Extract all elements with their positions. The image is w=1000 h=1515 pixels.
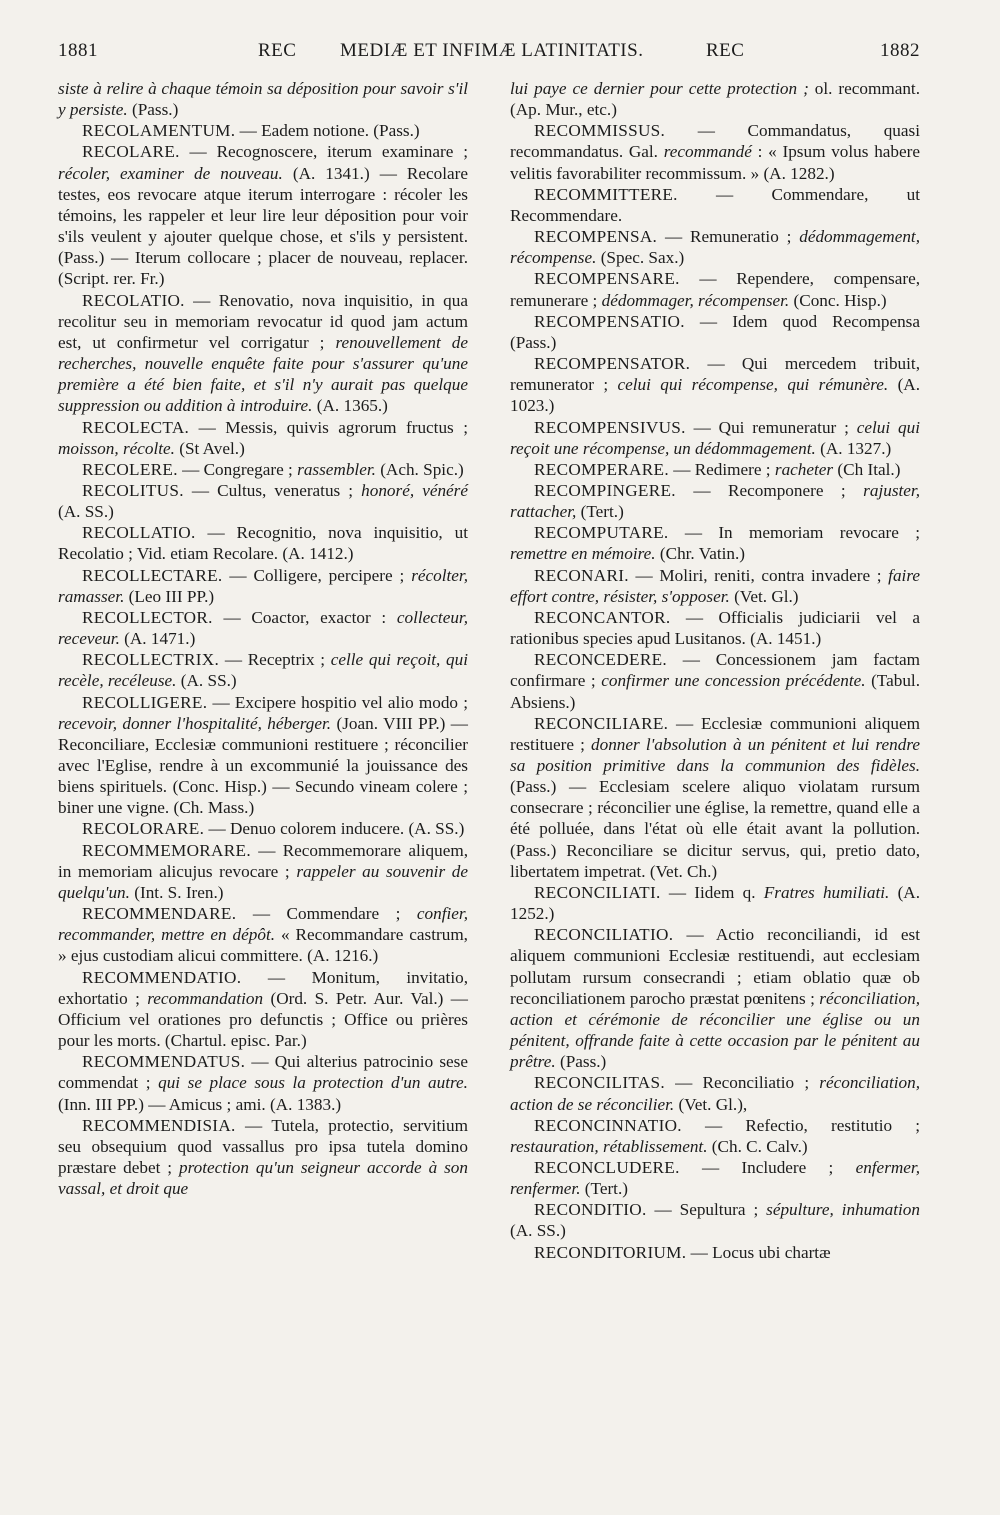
dictionary-entry <box>510 1199 920 1241</box>
entry-headword: RECOMMEMORARE. <box>82 840 251 860</box>
dictionary-entry <box>58 290 468 417</box>
entry-french-translation: lui paye ce dernier pour cette protection ; <box>510 79 809 98</box>
entry-source-reference: (Ord. S. Petr. Aur. Val.) — Officium vel orationes pro defunctis ; Office ou prières pour les morts. (Chartul. episc. Par.) <box>58 988 468 1051</box>
entry-headword: RECOMPINGERE. <box>534 480 676 500</box>
entry-source-reference: (Ach. Spic.) <box>375 459 464 479</box>
entry-headword: RECONCEDERE. <box>534 650 667 670</box>
entry-headword: RECOLLECTRIX. <box>82 650 220 670</box>
entry-latin-definition: — Concessionem jam factam confirmare ; <box>510 650 920 691</box>
dictionary-entry <box>58 120 468 141</box>
dictionary-entry <box>58 818 468 839</box>
entry-french-translation: collecteur, receveur. <box>58 607 468 649</box>
entry-french-translation: celle qui reçoit, qui recèle, recéleuse. <box>58 650 468 691</box>
dictionary-entry <box>510 353 920 416</box>
dictionary-entry <box>510 184 920 226</box>
entry-headword: RECOMPENSATIO. <box>534 311 685 331</box>
dictionary-entry <box>510 1072 920 1114</box>
entry-source-reference: (Vet. Gl.), <box>674 1094 748 1114</box>
entry-french-translation: rajuster, rattacher, <box>510 480 920 522</box>
entry-latin-definition: — Actio reconciliandi, id est aliquem communioni Ecclesiæ restituendi, aut ecclesiam pollutam rursum consecrandi ; etiam oblatio quæ ob reconciliationem parocho præstat pœnitens ; <box>510 925 920 1008</box>
entry-french-translation: dédommager, récompenser. <box>601 290 790 310</box>
dictionary-entry <box>58 903 468 966</box>
entry-source-reference: (Int. S. Iren.) <box>129 882 224 902</box>
entry-latin-definition: — Reconciliatio ; <box>664 1073 820 1093</box>
dictionary-entry <box>58 692 468 819</box>
dictionary-entry <box>58 607 468 649</box>
dictionary-entry <box>510 480 920 522</box>
entry-latin-definition: — Tutela, protectio, servitium seu obsequium quod vassallus pro ipsa tutela domino præstare debet ; <box>58 1115 468 1177</box>
entry-latin-definition: — Messis, quivis agrorum fructus ; <box>189 417 468 437</box>
entry-source-reference: (Ch. C. Calv.) <box>707 1136 808 1156</box>
dictionary-entry <box>510 522 920 564</box>
entry-latin-definition: — Monitum, invitatio, exhortatio ; <box>58 967 468 1008</box>
page-number-right: 1882 <box>880 40 920 61</box>
entry-french-translation: donner l'absolution à un pénitent et lui rendre sa position primitive dans la communion des fidèles. <box>510 734 920 775</box>
dictionary-entry <box>510 120 920 183</box>
entry-french-translation: récolter, ramasser. <box>58 565 468 606</box>
entry-source-reference: (A. SS.) <box>510 1221 566 1241</box>
entry-latin-definition: — In memoriam revocare ; <box>668 523 920 543</box>
entry-source-reference: (Tert.) <box>576 502 624 522</box>
entry-headword: RECOMMENDATIO. <box>82 967 242 987</box>
entry-latin-definition: — Ecclesiæ communioni aliquem restituere ; <box>510 713 920 754</box>
entry-headword: RECOLORARE. <box>82 819 205 839</box>
dictionary-entry <box>510 311 920 353</box>
entry-headword: RECOLLATIO. <box>82 523 196 543</box>
entry-latin-definition: — Idem quod Recompensa (Pass.) <box>510 311 920 352</box>
entry-latin-definition: — Denuo colorem inducere. (A. SS.) <box>204 819 465 839</box>
entry-french-translation: rappeler au souvenir de quelqu'un. <box>58 861 468 902</box>
entry-latin-definition: — Cultus, veneratus ; <box>183 480 362 500</box>
entry-headword: RECOMMENDISIA. <box>82 1115 236 1135</box>
entry-source-reference: (Chr. Vatin.) <box>655 544 746 564</box>
dictionary-entry <box>510 1157 920 1199</box>
entry-french-translation: recevoir, donner l'hospitalité, héberger. <box>58 713 332 733</box>
dictionary-entry <box>58 459 468 480</box>
entry-source-reference: (Tabul. Absiens.) <box>510 671 920 712</box>
entry-headword: RECOLAMENTUM. <box>82 121 236 141</box>
entry-latin-definition: — Qui mercedem tribuit, remunerator ; <box>510 354 920 395</box>
entry-latin-definition: — Includere ; <box>679 1157 856 1177</box>
entry-french-translation: confirmer une concession précédente. <box>601 671 866 691</box>
entry-headword: RECOLLIGERE. <box>82 692 208 712</box>
entry-source-reference: (A. 1252.) <box>510 882 920 924</box>
entry-french-translation: renouvellement de recherches, nouvelle enquête faite pour s'assurer qu'une première a été bien faite, et s'il n'y aurait pas quelque suppression ou addition à introduire. <box>58 332 469 416</box>
entry-french-translation: remettre en mémoire. <box>510 544 656 564</box>
entry-latin-definition: — Sepultura ; <box>646 1200 767 1220</box>
entry-headword: RECOMPUTARE. <box>534 523 669 543</box>
entry-headword: RECOLATIO. <box>82 290 185 310</box>
entry-headword: RECONCILIATI. <box>534 882 661 902</box>
entry-headword: RECONCLUDERE. <box>534 1157 680 1177</box>
entry-headword: RECOMPENSARE. <box>534 269 680 289</box>
entry-french-translation: racheter <box>774 459 834 479</box>
entry-source-reference: (Tert.) <box>580 1179 628 1199</box>
entry-headword: RECOMPENSIVUS. <box>534 417 686 437</box>
entry-headword: RECONCILIARE. <box>534 713 669 733</box>
entry-headword: RECOLLECTOR. <box>82 607 213 627</box>
entry-latin-definition: — Commandatus, quasi recommandatus. Gal. <box>510 121 920 162</box>
entry-french-translation: récoler, examiner de nouveau. <box>58 163 283 183</box>
entry-headword: RECOMMITTERE. <box>534 184 678 204</box>
entry-latin-definition: — Colligere, percipere ; <box>222 565 412 585</box>
entry-latin-definition: — Iidem q. <box>660 882 764 902</box>
entry-french-translation: rassembler. <box>297 459 376 479</box>
entry-source-reference: (A. 1341.) — Recolare testes, eos revocare atque iterum interrogare : récoler les témoins, les rappeler et leur lire leur déposition pour voir s'ils veulent y ajouter quelque chose, et s'ils y persistent. (Pass.) — Iterum collocare ; placer de nouveau, replacer. (Script. rer. Fr.) <box>58 163 469 289</box>
dictionary-entry <box>58 565 468 607</box>
entry-source-reference: (Vet. Gl.) <box>729 586 799 606</box>
page-number-left: 1881 <box>58 40 98 61</box>
right-column <box>510 78 920 1263</box>
entry-source-reference: « Recommandare castrum, » ejus custodiam alicui committere. (A. 1216.) <box>58 925 468 966</box>
entry-french-translation: qui se place sous la protection d'un autre. <box>158 1073 468 1093</box>
entry-source-reference: : « Ipsum volus habere velitis favorabiliter recommissum. » (A. 1282.) <box>510 142 920 183</box>
dictionary-entry <box>58 480 468 522</box>
entry-source-reference: (A. SS.) <box>176 671 237 691</box>
entry-french-translation: celui qui reçoit une récompense, un dédommagement. <box>510 417 920 458</box>
entry-source-reference: (A. 1365.) <box>312 396 388 416</box>
entry-headword: RECOMMISSUS. <box>534 121 666 141</box>
entry-headword: RECOMMENDATUS. <box>82 1052 246 1072</box>
dictionary-entry <box>58 1115 468 1200</box>
entry-latin-definition: — Locus ubi chartæ <box>686 1242 831 1262</box>
dictionary-entry <box>58 967 468 1052</box>
entry-source-reference: (Spec. Sax.) <box>596 248 685 268</box>
entry-french-translation: dédommagement, récompense. <box>510 227 920 268</box>
dictionary-entry <box>58 417 468 459</box>
entry-headword: RECOMPENSATOR. <box>534 354 691 374</box>
entry-latin-definition: — Recognitio, nova inquisitio, ut Recolatio ; Vid. etiam Recolare. (A. 1412.) <box>58 523 468 564</box>
entry-french-translation: honoré, vénéré <box>361 480 468 500</box>
entry-latin-definition: — Commendare ; <box>236 904 417 924</box>
entry-headword: RECONDITIO. <box>534 1200 647 1220</box>
entry-latin-definition: — Excipere hospitio vel alio modo ; <box>207 692 468 712</box>
entry-french-translation: restauration, rétablissement. <box>510 1136 708 1156</box>
entry-headword: RECONCILITAS. <box>534 1073 665 1093</box>
entry-french-translation: confier, recommander, mettre en dépôt. <box>58 904 468 945</box>
left-column <box>58 78 468 1199</box>
entry-headword: RECONDITORIUM. <box>534 1242 687 1262</box>
entry-latin-definition: — Coactor, exactor : <box>212 607 397 627</box>
dictionary-entry <box>510 78 920 120</box>
dictionary-entry <box>510 713 920 882</box>
entry-source-reference: (Ch Ital.) <box>833 459 901 479</box>
dictionary-entry <box>510 226 920 268</box>
entry-french-translation: Fratres humiliati. <box>763 882 890 902</box>
entry-headword: RECONCINNATIO. <box>534 1115 682 1135</box>
entry-latin-definition: — Receptrix ; <box>219 650 331 670</box>
entry-latin-definition: — Remuneratio ; <box>657 227 800 247</box>
entry-latin-definition: — Eadem notione. (Pass.) <box>235 121 420 141</box>
dictionary-entry <box>58 649 468 691</box>
dictionary-entry <box>510 268 920 310</box>
entry-french-translation: réconciliation, action de se réconcilier. <box>510 1073 920 1114</box>
entry-french-translation: réconciliation, action et cérémonie de réconcilier une église ou un pénitent, offrande faite à cette occasion par le pénitent au prêtre. <box>510 988 920 1072</box>
dictionary-entry <box>510 565 920 607</box>
entry-source-reference: (A. SS.) <box>58 502 114 522</box>
entry-french-translation: recommandation <box>147 988 264 1008</box>
entry-latin-definition: — Rependere, compensare, remunerare ; <box>510 269 920 310</box>
entry-french-translation: faire effort contre, résister, s'opposer. <box>510 565 920 606</box>
entry-source-reference: (Conc. Hisp.) <box>789 290 887 310</box>
running-header <box>58 40 920 70</box>
entry-headword: RECONARI. <box>534 565 629 585</box>
dictionary-entry <box>58 141 468 289</box>
running-title: MEDIÆ ET INFIMÆ LATINITATIS. <box>340 40 644 61</box>
entry-headword: RECONCILIATIO. <box>534 925 674 945</box>
dictionary-entry <box>58 522 468 564</box>
entry-french-translation: recommandé <box>663 142 752 162</box>
entry-headword: RECOLLECTARE. <box>82 565 223 585</box>
entry-french-translation: moisson, récolte. <box>58 438 175 458</box>
entry-latin-definition: — Qui alterius patrocinio sese commendat ; <box>58 1052 468 1093</box>
entry-source-reference: (Leo III PP.) <box>124 586 215 606</box>
entry-source-reference: (Pass.) <box>127 100 179 120</box>
entry-headword: RECOLITUS. <box>82 480 184 500</box>
dictionary-entry <box>510 882 920 924</box>
entry-latin-definition: — Recomponere ; <box>675 480 864 500</box>
entry-latin-definition: — Commendare, ut Recommendare. <box>510 184 920 225</box>
entry-headword: RECOLARE. <box>82 142 180 162</box>
entry-latin-definition: — Recognoscere, iterum examinare ; <box>179 142 468 162</box>
entry-latin-definition: — Renovatio, nova inquisitio, in qua recolitur seu in memoriam revocatur id quod jam actum est, ut confirmetur vel corrigatur ; <box>58 290 468 352</box>
catchword-left: REC <box>258 40 297 61</box>
dictionary-entry <box>510 649 920 712</box>
entry-french-translation: siste à relire à chaque témoin sa déposition pour savoir s'il y persiste. <box>58 79 468 120</box>
entry-french-translation: celui qui récompense, qui rémunère. <box>617 375 889 395</box>
entry-latin-definition: — Qui remuneratur ; <box>685 417 857 437</box>
dictionary-entry <box>58 78 468 120</box>
entry-headword: RECOLERE. <box>82 459 178 479</box>
entry-french-translation: sépulture, inhumation <box>766 1200 920 1220</box>
catchword-right: REC <box>706 40 745 61</box>
dictionary-entry <box>510 417 920 459</box>
entry-headword: RECOMMENDARE. <box>82 904 237 924</box>
dictionary-entry <box>510 607 920 649</box>
entry-headword: RECONCANTOR. <box>534 607 671 627</box>
entry-latin-definition: — Moliri, reniti, contra invadere ; <box>628 565 889 585</box>
entry-source-reference: (Inn. III PP.) — Amicus ; ami. (A. 1383.) <box>58 1094 342 1114</box>
dictionary-entry <box>510 924 920 1072</box>
entry-french-translation: protection qu'un seigneur accorde à son vassal, et droit que <box>58 1157 468 1199</box>
entry-source-reference: (A. 1327.) <box>815 438 892 458</box>
entry-source-reference: ol. recommant. (Ap. Mur., etc.) <box>510 79 920 120</box>
dictionary-entry <box>510 1242 920 1263</box>
entry-source-reference: (St Avel.) <box>174 438 245 458</box>
entry-french-translation: enfermer, renfermer. <box>510 1157 920 1199</box>
entry-latin-definition: — Redimere ; <box>668 459 775 479</box>
entry-latin-definition: — Refectio, restitutio ; <box>681 1115 920 1135</box>
entry-latin-definition: — Officialis judiciarii vel a rationibus species apud Lusitanos. (A. 1451.) <box>510 607 920 649</box>
entry-headword: RECOLECTA. <box>82 417 190 437</box>
dictionary-entry <box>58 1051 468 1114</box>
entry-headword: RECOMPENSA. <box>534 227 658 247</box>
entry-source-reference: (Joan. VIII PP.) — Reconciliare, Ecclesiæ communioni restituere ; réconcilier avec l'Eglise, rendre à un excommunié la jouissance des biens spirituels. (Conc. Hisp.) — Secundo vineam colere ; biner une vigne. (Ch. Mass.) <box>58 713 468 818</box>
entry-source-reference: (A. 1471.) <box>119 629 196 649</box>
dictionary-entry <box>58 840 468 903</box>
dictionary-entry <box>510 1115 920 1157</box>
dictionary-entry <box>510 459 920 480</box>
entry-source-reference: (A. 1023.) <box>510 375 921 416</box>
entry-source-reference: (Pass.) — Ecclesiam scelere aliquo violatam rursum consecrare ; réconcilier une église, la remettre, quand elle a été polluée, dans l'état où elle était avant la pollution. (Pass.) Reconciliare se dicitur servus, qui, pretio dato, libertatem impetrat. (Vet. Ch.) <box>510 777 920 881</box>
entry-source-reference: (Pass.) <box>555 1052 607 1072</box>
entry-latin-definition: — Congregare ; <box>177 459 298 479</box>
entry-headword: RECOMPERARE. <box>534 459 669 479</box>
entry-latin-definition: — Recommemorare aliquem, in memoriam alicujus revocare ; <box>58 840 468 881</box>
